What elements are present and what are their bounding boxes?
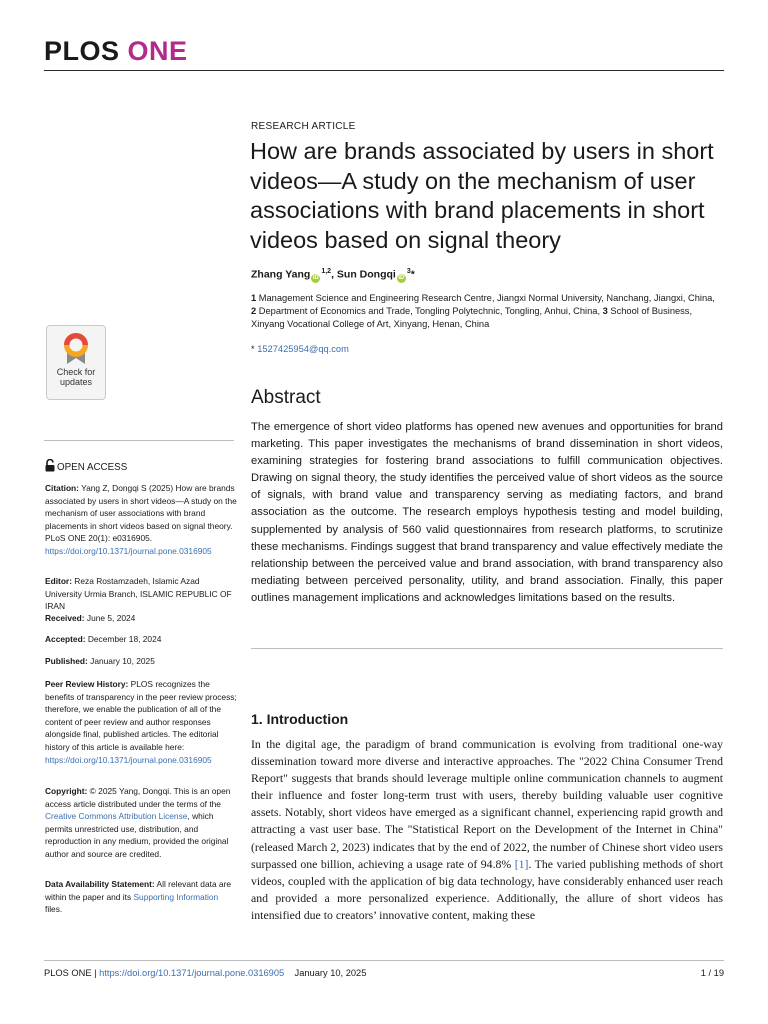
reference-link[interactable]: [1] bbox=[514, 856, 529, 871]
published-date bbox=[45, 655, 237, 668]
corresponding-marker: * bbox=[410, 268, 415, 281]
logo-plos: PLOS bbox=[44, 36, 120, 66]
corresponding-email bbox=[251, 344, 349, 354]
badge-line-2: updates bbox=[59, 377, 93, 387]
affiliation-number: 1 bbox=[251, 293, 257, 303]
header-divider bbox=[44, 70, 724, 71]
data-availability-text-2: files. bbox=[45, 904, 63, 915]
editor-label: Editor: bbox=[45, 576, 72, 586]
open-lock-icon bbox=[45, 459, 55, 472]
data-availability-label: Data Availability Statement: bbox=[45, 879, 155, 889]
footer-date: January 10, 2025 bbox=[294, 968, 367, 978]
peer-review-block bbox=[45, 678, 237, 766]
open-access-text: OPEN ACCESS bbox=[57, 462, 128, 473]
affiliations bbox=[251, 292, 721, 330]
accepted-label: Accepted: bbox=[45, 634, 86, 644]
logo-one: ONE bbox=[127, 36, 188, 66]
license-link[interactable]: Creative Commons Attribution License bbox=[45, 811, 188, 822]
journal-logo[interactable] bbox=[44, 36, 188, 67]
published-value: January 10, 2025 bbox=[87, 656, 155, 666]
orcid-icon[interactable]: iD bbox=[398, 274, 405, 281]
affiliation-text: Management Science and Engineering Research Centre, Jiangxi Normal University, Nanchang, Jiangxi, China, bbox=[258, 293, 715, 303]
affiliation-number: 2 bbox=[251, 305, 257, 316]
affiliation-text: Department of Economics and Trade, Tongling Polytechnic, Tongling, Anhui, China, bbox=[258, 305, 601, 316]
editor-text: Reza Rostamzadeh, Islamic Azad University Urmia Branch, ISLAMIC REPUBLIC OF IRAN bbox=[45, 576, 232, 612]
open-access-label bbox=[45, 459, 127, 473]
citation-doi-link[interactable]: https://doi.org/10.1371/journal.pone.0316905 bbox=[45, 545, 212, 556]
data-availability-block bbox=[45, 878, 237, 916]
copyright-block bbox=[45, 785, 237, 861]
abstract-body: The emergence of short video platforms has opened new avenues and opportunities for brand marketing. This paper investigates the mechanisms of brand dissemination in short videos, examining strategies for fostering brand associations to fulfill communication objectives. Drawing on signal theory, the study identifies the perceived value of short videos as the source of signals, with brand value and transparency serving as mediating factors, and brand association as the outcome. The research employs hypothesis testing and model building, supplemented by analysis of 560 valid questionnaires from research platforms, to scrutinize these mechanisms. Findings suggest that brand transparency and value effectively mediate the relationship between the perceived value and brand association, with brand transparency also mediating between perceived personality, utility, and brand association. Finally, this paper outlines management implications and acknowledges limitations based on the results. bbox=[251, 421, 723, 604]
introduction-heading: 1. Introduction bbox=[251, 711, 349, 727]
footer-info bbox=[44, 968, 366, 978]
footer-separator: | bbox=[91, 968, 100, 978]
peer-review-link[interactable]: https://doi.org/10.1371/journal.pone.0316905 bbox=[45, 754, 212, 765]
author-affiliation-sup: 1,2 bbox=[321, 268, 332, 275]
footer-doi-link[interactable]: https://doi.org/10.1371/journal.pone.0316905 bbox=[99, 968, 285, 978]
intro-text-part-2: . The varied publishing methods of short videos, coupled with the application of big data technology, have considerably enhanced user reach and provided a more personalized experience. Additionally, the allure of short videos has intensified due to creators’ innovative content, making these bbox=[251, 856, 723, 922]
accepted-value: December 18, 2024 bbox=[85, 634, 162, 644]
author-affiliation-sup: 3 bbox=[406, 268, 411, 275]
citation-block bbox=[45, 482, 237, 558]
check-for-updates-badge[interactable] bbox=[46, 325, 106, 400]
affiliation-number: 3 bbox=[602, 305, 608, 316]
affiliation-text: School of Business, Xinyang Vocational College of Art, Xinyang, Henan, China bbox=[251, 305, 693, 329]
peer-review-text: PLOS recognizes the benefits of transparency in the peer review process; therefore, we enable the publication of all of the content of peer review and author responses alongside final, published articles. The editorial history of this article is available here: bbox=[45, 679, 237, 752]
data-availability-text: All relevant data are within the paper and its bbox=[45, 879, 232, 902]
abstract-heading: Abstract bbox=[251, 387, 321, 408]
author-name[interactable]: Zhang Yang bbox=[251, 268, 311, 281]
copyright-label: Copyright: bbox=[45, 786, 88, 796]
intro-text-part-1: In the digital age, the paradigm of brand communication is evolving from traditional one-way dissemination toward more diverse and interactive approaches. The "2022 China Consumer Trend Report" suggests that brands should leverage multiple online communication channels to augment their influence and foster long-term trust with users, thereby building valuable user cognitive assets. Notably, short videos have emerged as a significant channel, experiencing rapid growth and attracting a vast user base. The "Statistical Report on the Development of the Internet in China" (released March 2, 2023) indicates that by the end of 2022, the number of Chinese short video users surpassed one billion, achieving a usage rate of 94.8% bbox=[251, 737, 723, 871]
peer-review-label: Peer Review History: bbox=[45, 679, 129, 689]
page-number: 1 / 19 bbox=[700, 968, 724, 978]
received-label: Received: bbox=[45, 613, 85, 623]
sidebar-divider bbox=[44, 440, 234, 441]
badge-line-1: Check for bbox=[56, 367, 96, 377]
article-title: How are brands associated by users in short videos—A study on the mechanism of user associations with brand placements in short videos based on signal theory bbox=[250, 138, 714, 253]
copyright-text: © 2025 Yang, Dongqi. This is an open access article distributed under the terms of the bbox=[45, 786, 231, 809]
citation-label: Citation: bbox=[45, 483, 79, 493]
bookmark-ribbon-icon bbox=[61, 331, 91, 365]
footer-journal: PLOS ONE bbox=[44, 968, 92, 978]
introduction-body bbox=[251, 736, 723, 924]
author-list: Zhang Yang iD$^{1,2}$, Sun Dongqi $iD^3*$ bbox=[251, 268, 415, 281]
footer-divider bbox=[44, 960, 724, 961]
corresponding-asterisk: * bbox=[251, 344, 255, 354]
received-date bbox=[45, 612, 237, 625]
author-name[interactable]: Sun Dongqi bbox=[336, 268, 396, 281]
citation-text: Yang Z, Dongqi S (2025) How are brands associated by users in short videos—A study on the mechanism of user associations with brand placements in short videos based on signal theory. PLoS ONE 20(1): e0316905. bbox=[45, 483, 237, 544]
email-link[interactable]: 1527425954@qq.com bbox=[257, 344, 349, 354]
published-label: Published: bbox=[45, 656, 88, 666]
copyright-text-2: , which permits unrestricted use, distribution, and reproduction in any medium, provided the original author and source are credited. bbox=[45, 811, 229, 859]
accepted-date bbox=[45, 633, 237, 646]
supporting-information-link[interactable]: Supporting Information bbox=[133, 891, 219, 902]
abstract-divider bbox=[251, 648, 723, 649]
received-value: June 5, 2024 bbox=[84, 613, 136, 623]
article-type: RESEARCH ARTICLE bbox=[251, 121, 356, 132]
orcid-icon[interactable]: iD bbox=[312, 274, 319, 281]
editor-block bbox=[45, 575, 237, 613]
